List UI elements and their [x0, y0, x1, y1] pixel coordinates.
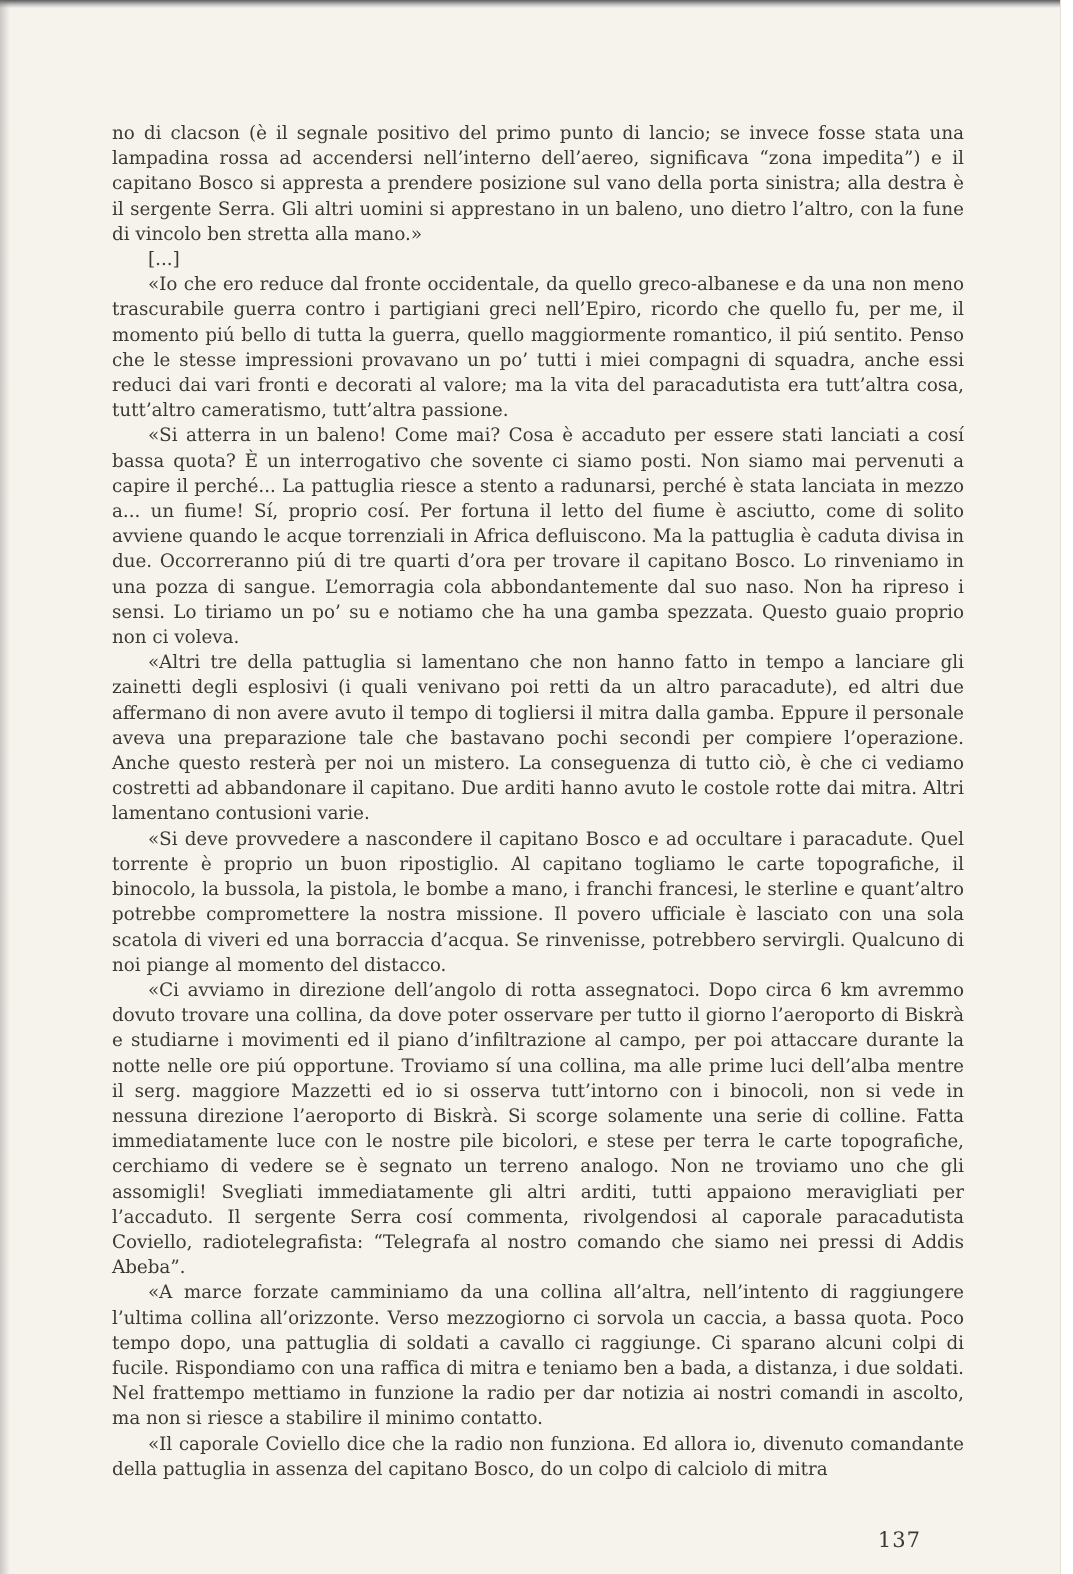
paragraph-5: «Altri tre della pattuglia si lamentano che non hanno fatto in tempo a lanciare gli zainetti degli esplosivi (i quali venivano poi retti da un altro paracadute), ed altri due affermano di non avere avuto il tempo di togliersi il mitra dalla gamba. Eppure il personale aveva una preparazione tale che bastavano pochi secondi per compiere l’operazione. Anche questo resterà per noi un mistero. La conseguenza di tutto ciò, è che ci vediamo costretti ad abbandonare il capitano. Due arditi hanno avuto le costole rotte dai mitra. Altri lamentano contusioni varie. [112, 652, 964, 825]
body-text [112, 121, 964, 1482]
page-left-shadow [0, 0, 10, 1574]
paragraph-9: «Il caporale Coviello dice che la radio non funziona. Ed allora io, divenuto comandante della pattuglia in assenza del capitano Bosco, do un colpo di calciolo di mitra [112, 1433, 964, 1480]
page-number: 137 [877, 1528, 921, 1552]
paragraph-6: «Si deve provvedere a nascondere il capitano Bosco e ad occultare i paracadute. Quel torrente è proprio un buon ripostiglio. Al capitano togliamo le carte topografiche, il binocolo, la bussola, la pistola, le bombe a mano, i franchi francesi, le sterline e quant’altro potrebbe compromettere la nostra missione. Il povero ufficiale è lasciato con una sola scatola di viveri ed una borraccia d’acqua. Se rinvenisse, potrebbero servirgli. Qualcuno di noi piange al momento del distacco. [112, 828, 964, 976]
paragraph-4: «Si atterra in un baleno! Come mai? Cosa è accaduto per essere stati lanciati a cosí bassa quota? È un interrogativo che sovente ci siamo posti. Non siamo mai pervenuti a capire il perché... La pattuglia riesce a stento a radunarsi, perché è stata lanciata in mezzo a... un fiume! Sí, proprio cosí. Per fortuna il letto del fiume è asciutto, come di solito avviene quando le acque torrenziali in Africa defluiscono. Ma la pattuglia è caduta divisa in due. Occorreranno piú di tre quarti d’ora per trovare il capitano Bosco. Lo rinveniamo in una pozza di sangue. L’emorragia cola abbondantemente dal suo naso. Non ha ripreso i sensi. Lo tiriamo un po’ su e notiamo che ha una gamba spezzata. Questo guaio proprio non ci voleva. [112, 425, 964, 649]
paragraph-3: «Io che ero reduce dal fronte occidentale, da quello greco-albanese e da una non meno trascurabile guerra contro i partigiani greci nell’Epiro, ricordo che quello fu, per me, il momento piú bello di tutta la guerra, quello maggiormente romantico, il piú sentito. Penso che le stesse impressioni provavano un po’ tutti i miei compagni di squadra, anche essi reduci dai vari fronti e decorati al valore; ma la vita del paracadutista era tutt’altra cosa, tutt’altro cameratismo, tutt’altra passione. [112, 274, 964, 422]
paragraph-8: «A marce forzate camminiamo da una collina all’altra, nell’intento di raggiungere l’ultima collina all’orizzonte. Verso mezzogiorno ci sorvola un caccia, a bassa quota. Poco tempo dopo, una pattuglia di soldati a cavallo ci raggiunge. Ci sparano alcuni colpi di fucile. Rispondiamo con una raffica di mitra e teniamo ben a bada, a distanza, i due soldati. Nel frattempo mettiamo in funzione la radio per dar notizia ai nostri comandi in ascolto, ma non si riesce a stabilire il minimo contatto. [112, 1282, 964, 1430]
paragraph-ellipsis: [...] [148, 249, 180, 271]
paragraph-7: «Ci avviamo in direzione dell’angolo di rotta assegnatoci. Dopo circa 6 km avremmo dovuto trovare una collina, da dove poter osservare per tutto il giorno l’aeroporto di Biskrà e studiarne i movimenti ed il piano d’infiltrazione al campo, per poi attaccare durante la notte nelle ore piú opportune. Troviamo sí una collina, ma alle prime luci dell’alba mentre il serg. maggiore Mazzetti ed io si osserva tutt’intorno con i binocoli, non si vede in nessuna direzione l’aeroporto di Biskrà. Si scorge solamente una serie di colline. Fatta immediatamente luce con le nostre pile bicolori, e stese per terra le carte topografiche, cerchiamo di vedere se è segnato un terreno analogo. Non ne troviamo uno che gli assomigli! Svegliati immediatamente gli altri arditi, tutti appaiono meravigliati per l’accaduto. Il sergente Serra cosí commenta, rivolgendosi al caporale paracadutista Coviello, radiotelegrafista: “Telegrafa al nostro comando che siamo nei pressi di Addis Abeba”. [112, 979, 964, 1279]
page-top-edge [0, 0, 1073, 8]
page-right-edge [1060, 0, 1073, 1574]
paragraph-1: no di clacson (è il segnale positivo del primo punto di lancio; se invece fosse stata una lampadina rossa ad accendersi nell’interno dell’aereo, significava “zona impedita”) e il capitano Bosco si appresta a prendere posizione sul vano della porta sinistra; alla destra è il sergente Serra. Gli altri uomini si apprestano in un baleno, uno dietro l’altro, con la fune di vincolo ben stretta alla mano.» [112, 123, 964, 245]
